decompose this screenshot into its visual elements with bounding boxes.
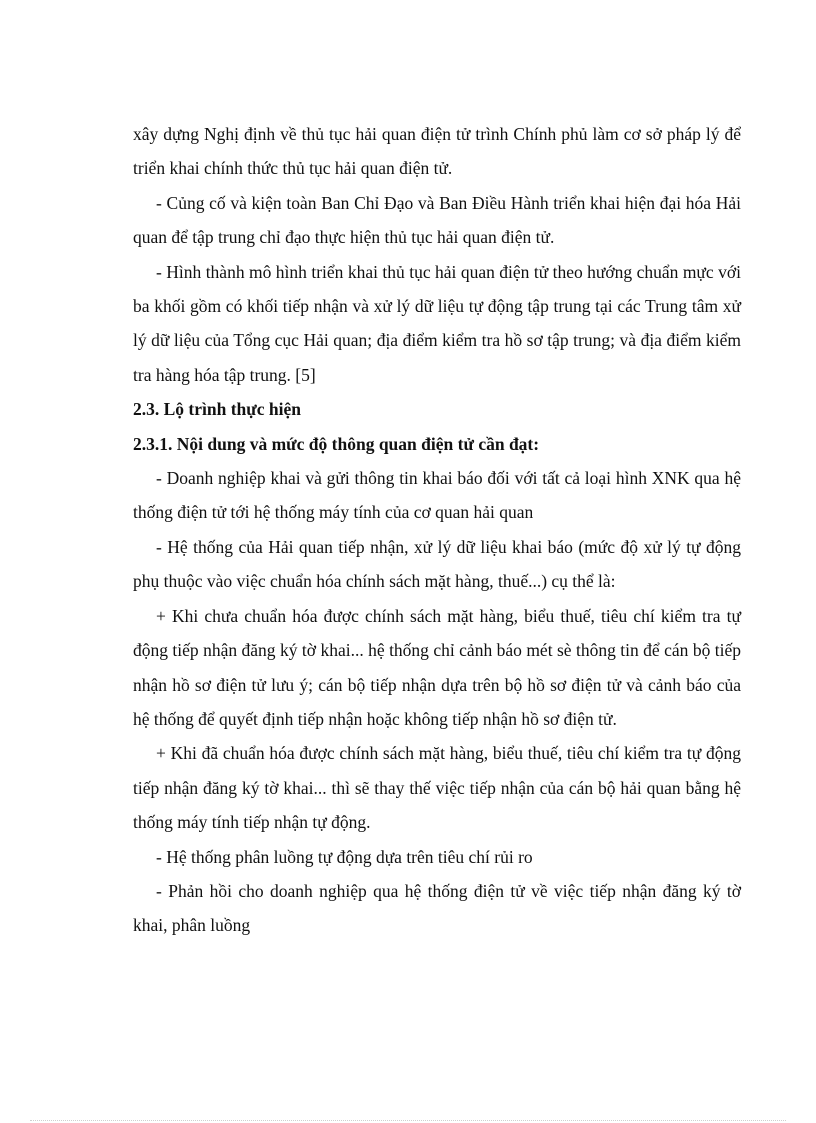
section-heading: 2.3. Lộ trình thực hiện bbox=[133, 399, 302, 420]
paragraph-risk-routing: - Hệ thống phân luồng tự động dựa trên tiêu chí rủi ro bbox=[156, 846, 533, 867]
paragraph-feedback: - Phản hồi cho doanh nghiệp qua hệ thống điện tử về việc tiếp nhận đăng ký tờ khai, phân luồng bbox=[133, 880, 741, 936]
document-page bbox=[133, 117, 741, 943]
paragraph-steering-board: - Củng cố và kiện toàn Ban Chỉ Đạo và Ban Điều Hành triển khai hiện đại hóa Hải quan để tập trung chỉ đạo thực hiện thủ tục hải quan điện tử. bbox=[133, 192, 741, 248]
subsection-heading: 2.3.1. Nội dung và mức độ thông quan điện tử cần đạt: bbox=[133, 433, 540, 454]
paragraph-model: - Hình thành mô hình triển khai thủ tục hải quan điện tử theo hướng chuẩn mực với ba khối gồm có khối tiếp nhận và xử lý dữ liệu tự động tập trung tại các Trung tâm xử lý dữ liệu của Tổng cục Hải quan; địa điểm kiểm tra hồ sơ tập trung; và địa điểm kiểm tra hàng hóa tập trung. [5] bbox=[133, 261, 741, 385]
page-bottom-divider bbox=[30, 1120, 786, 1121]
paragraph-customs-processing: - Hệ thống của Hải quan tiếp nhận, xử lý dữ liệu khai báo (mức độ xử lý tự động phụ thuộc vào việc chuẩn hóa chính sách mặt hàng, thuế...) cụ thể là: bbox=[133, 536, 741, 592]
paragraph-not-standardized: + Khi chưa chuẩn hóa được chính sách mặt hàng, biểu thuế, tiêu chí kiểm tra tự động tiếp nhận đăng ký tờ khai... hệ thống chỉ cảnh báo mét sè thông tin để cán bộ tiếp nhận hồ sơ điện tử lưu ý; cán bộ tiếp nhận dựa trên bộ hồ sơ điện tử và cảnh báo của hệ thống để quyết định tiếp nhận hoặc không tiếp nhận hồ sơ điện tử. bbox=[133, 605, 741, 729]
paragraph-standardized: + Khi đã chuẩn hóa được chính sách mặt hàng, biểu thuế, tiêu chí kiểm tra tự động tiếp nhận đăng ký tờ khai... thì sẽ thay thế việc tiếp nhận của cán bộ hải quan bằng hệ thống máy tính tiếp nhận tự động. bbox=[133, 743, 741, 833]
paragraph-legal-basis: xây dựng Nghị định về thủ tục hải quan điện tử trình Chính phủ làm cơ sở pháp lý để triển khai chính thức thủ tục hải quan điện tử. bbox=[133, 124, 741, 179]
paragraph-enterprise-declaration: - Doanh nghiệp khai và gửi thông tin khai báo đối với tất cả loại hình XNK qua hệ thống điện tử tới hệ thống máy tính của cơ quan hải quan bbox=[133, 468, 741, 523]
